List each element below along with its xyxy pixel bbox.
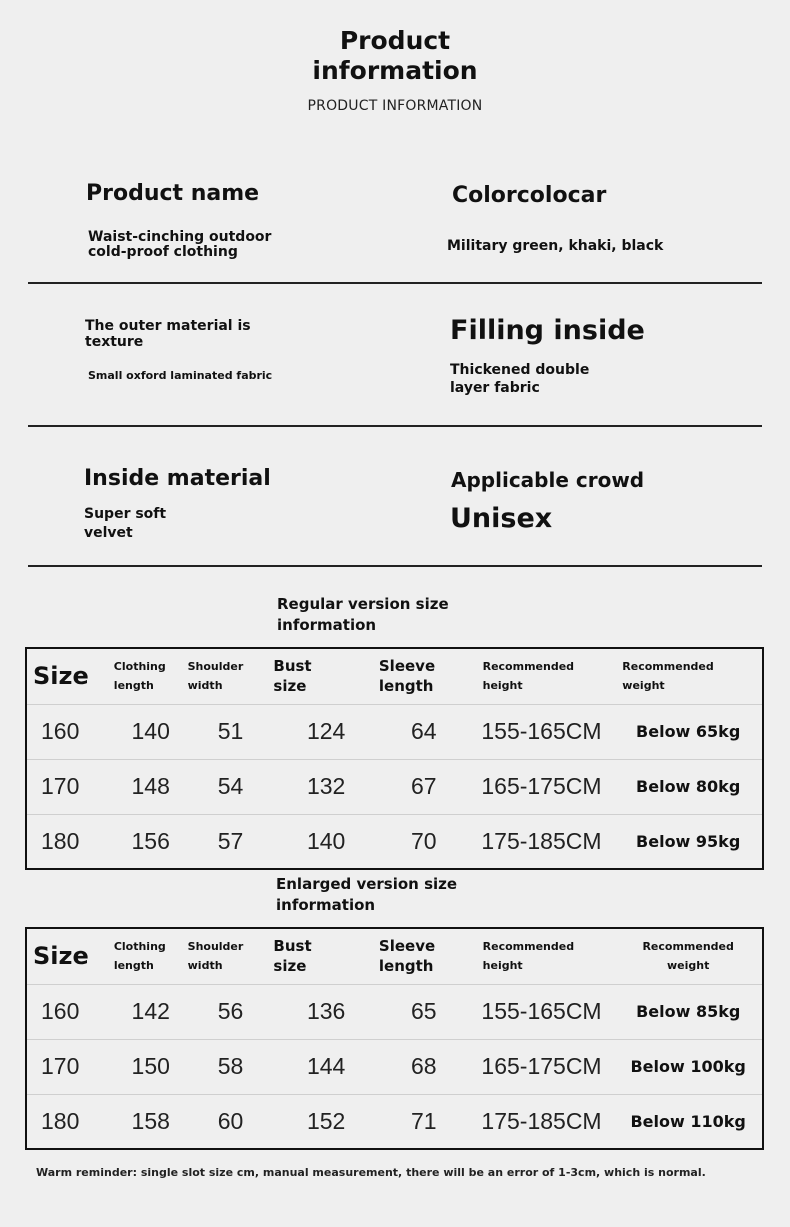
cell-bust: 140 <box>273 814 378 869</box>
regular-table-title-line1: Regular version size <box>277 595 449 613</box>
product-name-value-line1: Waist-cinching outdoor <box>88 229 272 245</box>
col-sleeve-length: Sleeve length <box>378 937 436 976</box>
table-row <box>26 759 763 814</box>
col-recommended-weight: Recommended weight <box>622 660 714 693</box>
enlarged-table-title-line1: Enlarged version size <box>276 875 458 893</box>
inside-material-value-line2: velvet <box>84 525 133 541</box>
filling-value-line1: Thickened double <box>450 362 590 378</box>
table-row <box>26 814 763 869</box>
cell-bust: 144 <box>273 1039 379 1094</box>
cell-shoulder: 51 <box>188 704 274 759</box>
cell-height: 175-185CM <box>469 814 615 869</box>
cell-bust: 124 <box>273 704 378 759</box>
enlarged-table-title-line2: information <box>276 896 376 914</box>
page-subtitle: PRODUCT INFORMATION <box>307 98 483 114</box>
crowd-value: Unisex <box>450 503 553 534</box>
cell-height: 165-175CM <box>469 759 615 814</box>
outer-material-label-line1: The outer material is <box>85 318 251 334</box>
cell-size: 180 <box>26 1094 114 1149</box>
filling-value-line2: layer fabric <box>450 380 540 396</box>
col-bust-size: Bust size <box>273 657 312 696</box>
cell-height: 165-175CM <box>469 1039 615 1094</box>
page-title-line1: Product <box>339 26 451 55</box>
color-value: Military green, khaki, black <box>447 238 664 254</box>
cell-sleeve: 70 <box>379 814 469 869</box>
cell-sleeve: 68 <box>379 1039 469 1094</box>
col-size: Size <box>33 942 89 971</box>
table-row <box>26 1094 763 1149</box>
cell-weight: Below 95kg <box>614 814 763 869</box>
col-size: Size <box>33 662 89 691</box>
outer-material-label-line2: texture <box>85 334 144 350</box>
col-clothing-length: Clothing length <box>113 940 166 973</box>
product-name-label: Product name <box>86 181 260 206</box>
cell-length: 158 <box>114 1094 188 1149</box>
cell-size: 160 <box>26 984 114 1039</box>
cell-weight: Below 65kg <box>614 704 763 759</box>
cell-size: 160 <box>26 704 114 759</box>
divider-2 <box>28 425 762 427</box>
table-row <box>26 704 763 759</box>
inside-material-value-line1: Super soft <box>84 506 167 522</box>
col-shoulder-width: Shoulder width <box>187 660 244 693</box>
cell-height: 155-165CM <box>469 984 615 1039</box>
col-recommended-height: Recommended height <box>482 660 575 693</box>
cell-shoulder: 54 <box>188 759 274 814</box>
color-label: Colorcolocar <box>452 183 607 208</box>
cell-size: 170 <box>26 1039 114 1094</box>
table-header-row <box>26 648 763 704</box>
divider-3 <box>28 565 762 567</box>
crowd-label: Applicable crowd <box>451 468 645 492</box>
cell-shoulder: 57 <box>188 814 274 869</box>
enlarged-size-table <box>25 927 764 1150</box>
cell-weight: Below 85kg <box>614 984 763 1039</box>
cell-sleeve: 64 <box>379 704 469 759</box>
col-recommended-weight: Recommended weight <box>642 940 734 973</box>
col-clothing-length: Clothing length <box>113 660 166 693</box>
cell-sleeve: 67 <box>379 759 469 814</box>
cell-shoulder: 58 <box>188 1039 274 1094</box>
cell-length: 150 <box>114 1039 188 1094</box>
col-sleeve-length: Sleeve length <box>378 657 436 696</box>
regular-table-title-line2: information <box>277 616 377 634</box>
col-shoulder-width: Shoulder width <box>187 940 244 973</box>
filling-label: Filling inside <box>450 315 645 346</box>
inside-material-label: Inside material <box>84 466 271 491</box>
cell-length: 142 <box>114 984 188 1039</box>
cell-size: 170 <box>26 759 114 814</box>
col-recommended-height: Recommended height <box>482 940 575 973</box>
product-name-value-line2: cold-proof clothing <box>88 244 238 260</box>
table-header-row <box>26 928 763 984</box>
cell-height: 155-165CM <box>469 704 615 759</box>
cell-weight: Below 110kg <box>614 1094 763 1149</box>
col-bust-size: Bust size <box>273 937 312 976</box>
cell-length: 148 <box>114 759 188 814</box>
cell-size: 180 <box>26 814 114 869</box>
cell-height: 175-185CM <box>469 1094 615 1149</box>
outer-material-value: Small oxford laminated fabric <box>88 369 273 382</box>
cell-length: 140 <box>114 704 188 759</box>
cell-bust: 152 <box>273 1094 379 1149</box>
table-row <box>26 984 763 1039</box>
cell-sleeve: 71 <box>379 1094 469 1149</box>
cell-weight: Below 100kg <box>614 1039 763 1094</box>
page-title-line2: information <box>312 56 478 85</box>
warm-reminder: Warm reminder: single slot size cm, manual measurement, there will be an error of 1-3cm, which is normal. <box>36 1166 706 1179</box>
regular-size-table <box>25 647 764 870</box>
cell-bust: 136 <box>273 984 379 1039</box>
table-row <box>26 1039 763 1094</box>
cell-weight: Below 80kg <box>614 759 763 814</box>
divider-1 <box>28 282 762 284</box>
cell-shoulder: 60 <box>188 1094 274 1149</box>
cell-sleeve: 65 <box>379 984 469 1039</box>
cell-shoulder: 56 <box>188 984 274 1039</box>
cell-bust: 132 <box>273 759 378 814</box>
cell-length: 156 <box>114 814 188 869</box>
